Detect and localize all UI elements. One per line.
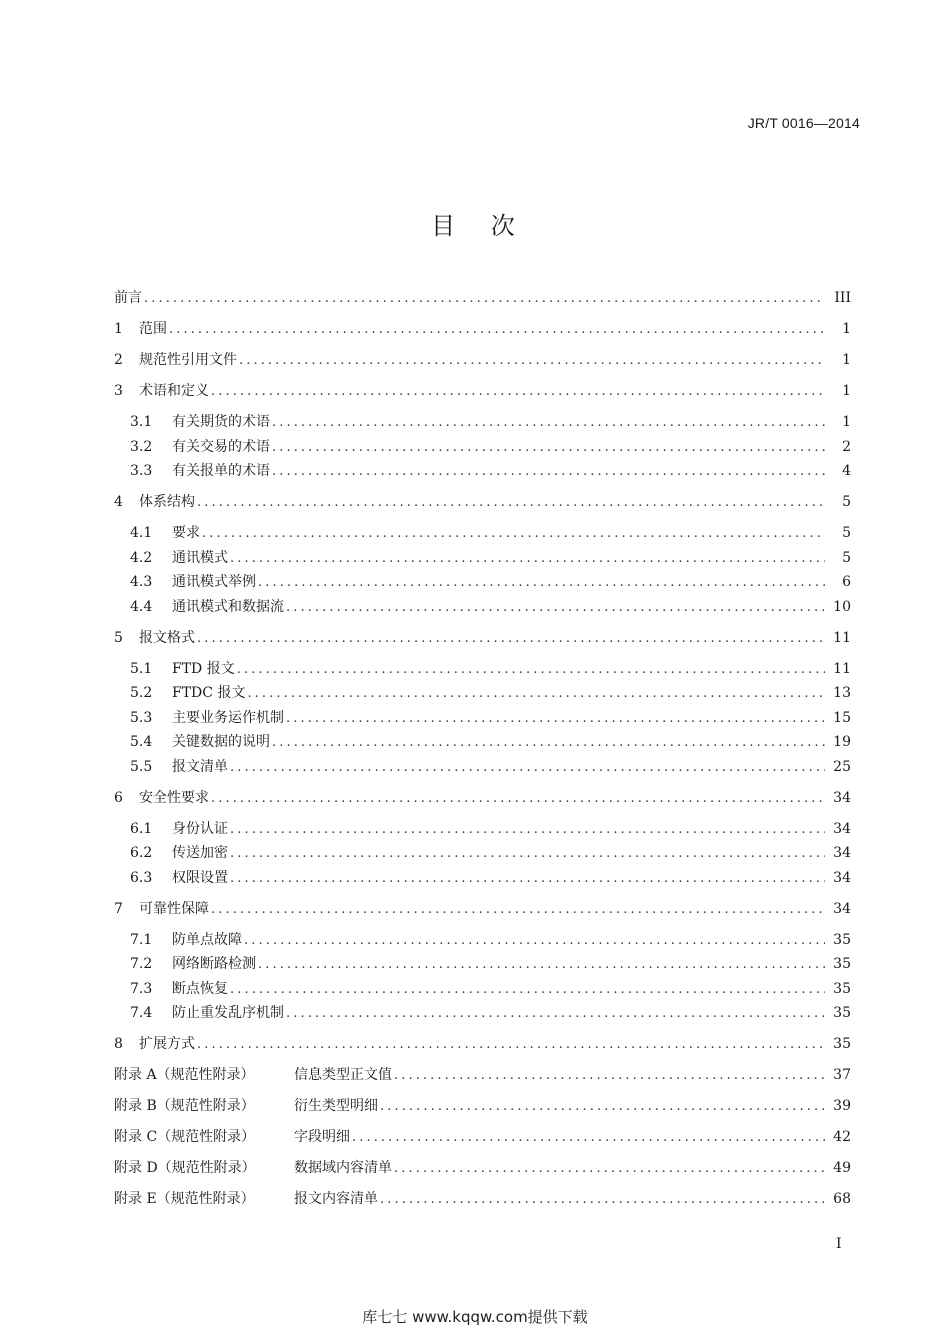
- toc-entry[interactable]: [114, 1157, 851, 1182]
- toc-leader-dots: [230, 982, 825, 997]
- toc-entry[interactable]: [114, 953, 851, 978]
- toc-entry-number: 6.1: [130, 820, 153, 837]
- toc-entry-number: 4: [114, 494, 123, 510]
- toc-entry[interactable]: [114, 818, 851, 843]
- toc-entry-number: 3.2: [130, 438, 153, 455]
- toc-entry[interactable]: [114, 1126, 851, 1151]
- toc-entry-label: 规范性引用文件: [139, 352, 237, 368]
- toc-entry-number: 3.3: [130, 463, 153, 479]
- toc-entry-number: 4.2: [130, 549, 153, 566]
- toc-entry-page: 2: [842, 438, 851, 455]
- toc-entry[interactable]: [114, 898, 851, 923]
- toc-entry-label: 主要业务运作机制: [172, 709, 284, 726]
- table-of-contents: [114, 287, 851, 1213]
- toc-leader-dots: [237, 662, 825, 677]
- toc-leader-dots: [394, 1068, 825, 1083]
- footer-watermark: 库七七 www.kqqw.com提供下载: [362, 1308, 588, 1326]
- toc-entry[interactable]: [114, 460, 851, 485]
- toc-entry-number: 5.1: [130, 660, 153, 677]
- toc-entry-page: 35: [833, 1005, 851, 1021]
- toc-entry-page: 49: [833, 1160, 851, 1176]
- toc-entry[interactable]: [114, 596, 851, 621]
- toc-entry[interactable]: [114, 731, 851, 756]
- toc-entry-number: 7.3: [130, 980, 153, 997]
- toc-leader-dots: [169, 322, 825, 337]
- toc-entry-label: 信息类型正文值: [294, 1067, 392, 1083]
- toc-entry-page: 34: [833, 820, 851, 837]
- toc-entry-number: 7: [114, 900, 123, 917]
- toc-entry-number: 附录 B（规范性附录）: [114, 1098, 255, 1114]
- toc-leader-dots: [230, 822, 825, 837]
- toc-entry-number: 附录 D（规范性附录）: [114, 1160, 256, 1176]
- toc-entry-label: 网络断路检测: [172, 956, 256, 972]
- toc-entry-page: III: [834, 290, 851, 306]
- toc-leader-dots: [211, 791, 825, 806]
- toc-entry-label: 有关交易的术语: [172, 438, 270, 455]
- toc-entry-label: 体系结构: [139, 494, 195, 510]
- toc-entry-page: 35: [833, 956, 851, 972]
- toc-entry-label: 要求: [172, 525, 200, 541]
- toc-entry-label: 有关期货的术语: [172, 414, 270, 430]
- toc-entry[interactable]: [114, 1064, 851, 1089]
- toc-entry-page: 39: [833, 1098, 851, 1114]
- toc-entry-number: 附录 C（规范性附录）: [114, 1129, 256, 1145]
- toc-entry[interactable]: [114, 547, 851, 572]
- toc-entry-number: 4.3: [130, 574, 153, 590]
- toc-entry-page: 5: [842, 494, 851, 510]
- toc-entry-number: 6.2: [130, 845, 153, 861]
- toc-entry-page: 1: [842, 352, 851, 368]
- toc-entry-page: 37: [833, 1067, 851, 1083]
- toc-entry-label: 通讯模式: [172, 549, 228, 566]
- toc-leader-dots: [239, 353, 825, 368]
- toc-leader-dots: [230, 760, 825, 775]
- toc-entry-number: 7.4: [130, 1005, 153, 1021]
- toc-leader-dots: [211, 902, 825, 917]
- toc-entry-number: 3.1: [130, 414, 153, 430]
- page-number: I: [836, 1236, 842, 1252]
- toc-entry-page: 5: [842, 525, 851, 541]
- toc-entry-page: 5: [842, 549, 851, 566]
- toc-entry-label: 防单点故障: [172, 931, 242, 948]
- toc-entry-page: 10: [833, 598, 851, 615]
- toc-entry-label: FTDC 报文: [172, 685, 246, 701]
- toc-entry-page: 11: [833, 629, 851, 646]
- toc-entry-page: 42: [833, 1129, 851, 1145]
- toc-entry[interactable]: [114, 658, 851, 683]
- toc-entry-label: 报文内容清单: [294, 1191, 378, 1207]
- toc-entry-number: 5.5: [130, 758, 153, 775]
- toc-entry-label: 传送加密: [172, 845, 228, 861]
- toc-entry-page: 25: [833, 758, 851, 775]
- toc-entry-number: 5.3: [130, 709, 153, 726]
- toc-leader-dots: [272, 735, 825, 750]
- toc-entry[interactable]: [114, 1002, 851, 1027]
- toc-leader-dots: [197, 495, 825, 510]
- toc-entry-number: 6: [114, 789, 123, 806]
- toc-entry-label: 权限设置: [172, 869, 228, 886]
- toc-leader-dots: [244, 933, 825, 948]
- toc-leader-dots: [258, 957, 825, 972]
- toc-entry-number: 5.4: [130, 734, 153, 750]
- toc-leader-dots: [286, 600, 825, 615]
- toc-entry-page: 1: [842, 383, 851, 399]
- toc-entry-page: 4: [842, 463, 851, 479]
- toc-entry[interactable]: [114, 318, 851, 343]
- toc-entry[interactable]: [114, 787, 851, 812]
- toc-entry[interactable]: [114, 929, 851, 954]
- toc-entry-page: 19: [833, 734, 851, 750]
- toc-leader-dots: [380, 1192, 825, 1207]
- toc-entry-page: 15: [833, 709, 851, 726]
- toc-entry-label: 通讯模式举例: [172, 574, 256, 590]
- toc-entry-page: 1: [842, 321, 851, 337]
- toc-leader-dots: [352, 1130, 825, 1145]
- toc-entry-label: 报文清单: [172, 758, 228, 775]
- toc-entry[interactable]: [114, 571, 851, 596]
- toc-entry-number: 5: [114, 629, 123, 646]
- toc-entry-label: 数据域内容清单: [294, 1160, 392, 1176]
- toc-entry-page: 34: [833, 845, 851, 861]
- toc-entry-page: 34: [833, 789, 851, 806]
- toc-entry-number: 1: [114, 321, 123, 337]
- toc-entry-label: 防止重发乱序机制: [172, 1005, 284, 1021]
- toc-entry[interactable]: [114, 707, 851, 732]
- toc-entry-page: 11: [833, 660, 851, 677]
- toc-entry-page: 34: [833, 869, 851, 886]
- toc-leader-dots: [272, 464, 825, 479]
- toc-entry[interactable]: [114, 842, 851, 867]
- toc-entry-label: 关键数据的说明: [172, 734, 270, 750]
- toc-entry[interactable]: [114, 1095, 851, 1120]
- toc-entry-number: 4.1: [130, 525, 153, 541]
- toc-entry-page: 35: [833, 931, 851, 948]
- toc-entry-label: 前言: [114, 290, 142, 306]
- toc-entry-page: 13: [833, 685, 851, 701]
- toc-entry[interactable]: [114, 491, 851, 516]
- toc-entry-number: 附录 E（规范性附录）: [114, 1191, 255, 1207]
- toc-entry[interactable]: [114, 1033, 851, 1058]
- toc-entry[interactable]: [114, 349, 851, 374]
- toc-entry[interactable]: [114, 287, 851, 312]
- toc-entry[interactable]: [114, 522, 851, 547]
- toc-leader-dots: [230, 846, 825, 861]
- toc-entry[interactable]: [114, 867, 851, 892]
- toc-leader-dots: [197, 1037, 825, 1052]
- toc-entry-page: 6: [842, 574, 851, 590]
- toc-entry-number: 2: [114, 352, 123, 368]
- toc-entry-number: 7.1: [130, 931, 153, 948]
- toc-entry-label: 术语和定义: [139, 383, 209, 399]
- toc-entry-page: 35: [833, 1036, 851, 1052]
- toc-entry-number: 4.4: [130, 598, 153, 615]
- toc-leader-dots: [230, 551, 825, 566]
- page-title: 目 次: [431, 212, 529, 240]
- toc-entry[interactable]: [114, 627, 851, 652]
- toc-entry-label: 身份认证: [172, 820, 228, 837]
- toc-entry-number: 6.3: [130, 869, 153, 886]
- toc-entry-number: 8: [114, 1036, 123, 1052]
- toc-leader-dots: [286, 1006, 825, 1021]
- toc-entry[interactable]: [114, 682, 851, 707]
- toc-entry[interactable]: [114, 380, 851, 405]
- toc-entry[interactable]: [114, 436, 851, 461]
- toc-leader-dots: [202, 526, 825, 541]
- toc-leader-dots: [394, 1161, 825, 1176]
- toc-entry-label: 范围: [139, 321, 167, 337]
- standard-code: JR/T 0016—2014: [747, 115, 860, 131]
- toc-entry[interactable]: [114, 411, 851, 436]
- toc-leader-dots: [144, 291, 825, 306]
- toc-entry-label: 断点恢复: [172, 980, 228, 997]
- toc-entry-label: 可靠性保障: [139, 900, 209, 917]
- toc-entry-label: 报文格式: [139, 629, 195, 646]
- toc-entry[interactable]: [114, 978, 851, 1003]
- toc-entry-label: 安全性要求: [139, 789, 209, 806]
- toc-entry[interactable]: [114, 756, 851, 781]
- toc-entry-page: 1: [842, 414, 851, 430]
- toc-leader-dots: [247, 686, 825, 701]
- toc-entry-number: 附录 A（规范性附录）: [114, 1067, 255, 1083]
- toc-leader-dots: [286, 711, 825, 726]
- toc-entry-number: 7.2: [130, 956, 153, 972]
- toc-leader-dots: [211, 384, 825, 399]
- toc-leader-dots: [380, 1099, 825, 1114]
- toc-entry-number: 5.2: [130, 685, 153, 701]
- toc-leader-dots: [258, 575, 825, 590]
- toc-entry-label: 字段明细: [294, 1129, 350, 1145]
- toc-entry-label: 衍生类型明细: [294, 1098, 378, 1114]
- toc-entry-label: 通讯模式和数据流: [172, 598, 284, 615]
- toc-leader-dots: [230, 871, 825, 886]
- toc-entry-label: 有关报单的术语: [172, 463, 270, 479]
- toc-entry-page: 34: [833, 900, 851, 917]
- toc-leader-dots: [272, 440, 825, 455]
- toc-entry-label: 扩展方式: [139, 1036, 195, 1052]
- toc-entry[interactable]: [114, 1188, 851, 1213]
- toc-entry-number: 3: [114, 383, 123, 399]
- toc-leader-dots: [272, 415, 825, 430]
- toc-entry-label: FTD 报文: [172, 660, 235, 677]
- toc-leader-dots: [197, 631, 825, 646]
- toc-entry-page: 68: [833, 1191, 851, 1207]
- toc-entry-page: 35: [833, 980, 851, 997]
